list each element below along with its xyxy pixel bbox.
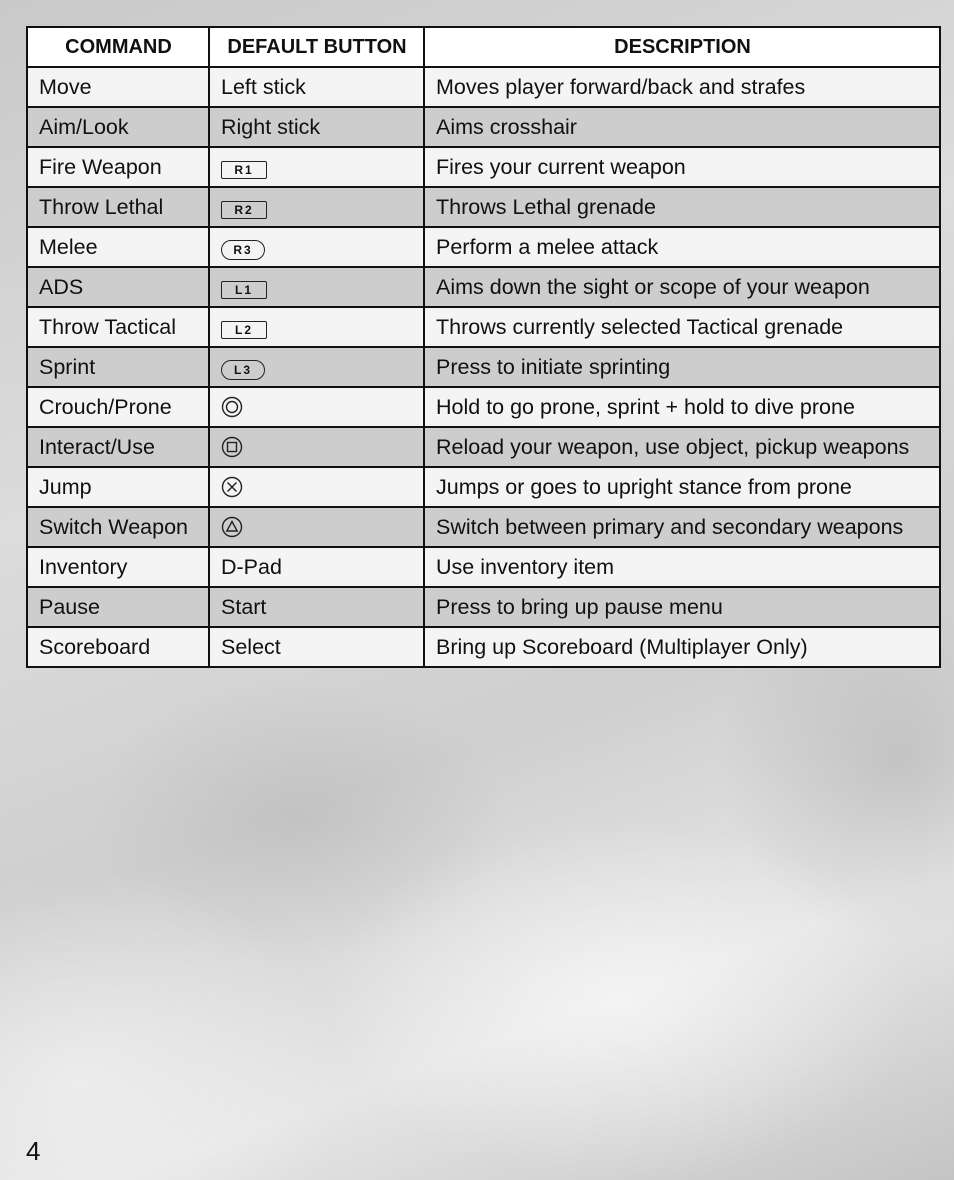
table-row: [27, 467, 940, 507]
default-button-cell: [209, 227, 424, 267]
default-button-cell: [209, 147, 424, 187]
default-button-cell: [209, 347, 424, 387]
default-button-cell: [209, 467, 424, 507]
command-cell: Fire Weapon: [27, 147, 209, 187]
table-row: [27, 347, 940, 387]
command-cell: Sprint: [27, 347, 209, 387]
controls-table: [26, 26, 941, 668]
default-button-cell: [209, 187, 424, 227]
description-cell: Aims crosshair: [424, 107, 940, 147]
description-cell: Throws Lethal grenade: [424, 187, 940, 227]
page-number: 4: [26, 1136, 41, 1166]
cross-button-icon: [221, 476, 243, 498]
command-cell: Throw Tactical: [27, 307, 209, 347]
header-command: COMMAND: [27, 27, 209, 67]
default-button-cell: Start: [209, 587, 424, 627]
l2-button-icon: L2: [221, 321, 267, 339]
table-row: [27, 147, 940, 187]
command-cell: Scoreboard: [27, 627, 209, 667]
r2-button-icon: R2: [221, 201, 267, 219]
header-description: DESCRIPTION: [424, 27, 940, 67]
table-row: [27, 507, 940, 547]
command-cell: Pause: [27, 587, 209, 627]
square-button-icon: [221, 436, 243, 458]
command-cell: Inventory: [27, 547, 209, 587]
description-cell: Throws currently selected Tactical grenade: [424, 307, 940, 347]
r1-button-icon: R1: [221, 161, 267, 179]
description-cell: Switch between primary and secondary weapons: [424, 507, 940, 547]
description-cell: Aims down the sight or scope of your weapon: [424, 267, 940, 307]
table-row: [27, 587, 940, 627]
circle-button-icon: [221, 396, 243, 418]
default-button-cell: [209, 307, 424, 347]
default-button-cell: [209, 267, 424, 307]
description-cell: Perform a melee attack: [424, 227, 940, 267]
table-row: [27, 227, 940, 267]
table-row: [27, 627, 940, 667]
default-button-cell: D-Pad: [209, 547, 424, 587]
default-button-cell: [209, 387, 424, 427]
table-row: [27, 387, 940, 427]
description-cell: Press to initiate sprinting: [424, 347, 940, 387]
command-cell: Throw Lethal: [27, 187, 209, 227]
default-button-cell: Right stick: [209, 107, 424, 147]
r3-button-icon: R3: [221, 240, 265, 260]
default-button-cell: [209, 427, 424, 467]
l1-button-icon: L1: [221, 281, 267, 299]
table-row: [27, 187, 940, 227]
table-row: [27, 107, 940, 147]
description-cell: Reload your weapon, use object, pickup weapons: [424, 427, 940, 467]
table-row: [27, 427, 940, 467]
table-row: [27, 307, 940, 347]
table-row: [27, 547, 940, 587]
command-cell: Switch Weapon: [27, 507, 209, 547]
command-cell: Move: [27, 67, 209, 107]
command-cell: Jump: [27, 467, 209, 507]
command-cell: Aim/Look: [27, 107, 209, 147]
description-cell: Use inventory item: [424, 547, 940, 587]
command-cell: ADS: [27, 267, 209, 307]
description-cell: Press to bring up pause menu: [424, 587, 940, 627]
description-cell: Jumps or goes to upright stance from prone: [424, 467, 940, 507]
description-cell: Moves player forward/back and strafes: [424, 67, 940, 107]
table-row: [27, 67, 940, 107]
command-cell: Melee: [27, 227, 209, 267]
default-button-cell: [209, 507, 424, 547]
command-cell: Interact/Use: [27, 427, 209, 467]
default-button-cell: Select: [209, 627, 424, 667]
table-body: [27, 67, 940, 667]
command-cell: Crouch/Prone: [27, 387, 209, 427]
table-header-row: [27, 27, 940, 67]
header-default-button: DEFAULT BUTTON: [209, 27, 424, 67]
triangle-button-icon: [221, 516, 243, 538]
l3-button-icon: L3: [221, 360, 265, 380]
description-cell: Bring up Scoreboard (Multiplayer Only): [424, 627, 940, 667]
description-cell: Fires your current weapon: [424, 147, 940, 187]
default-button-cell: Left stick: [209, 67, 424, 107]
table-row: [27, 267, 940, 307]
description-cell: Hold to go prone, sprint + hold to dive prone: [424, 387, 940, 427]
